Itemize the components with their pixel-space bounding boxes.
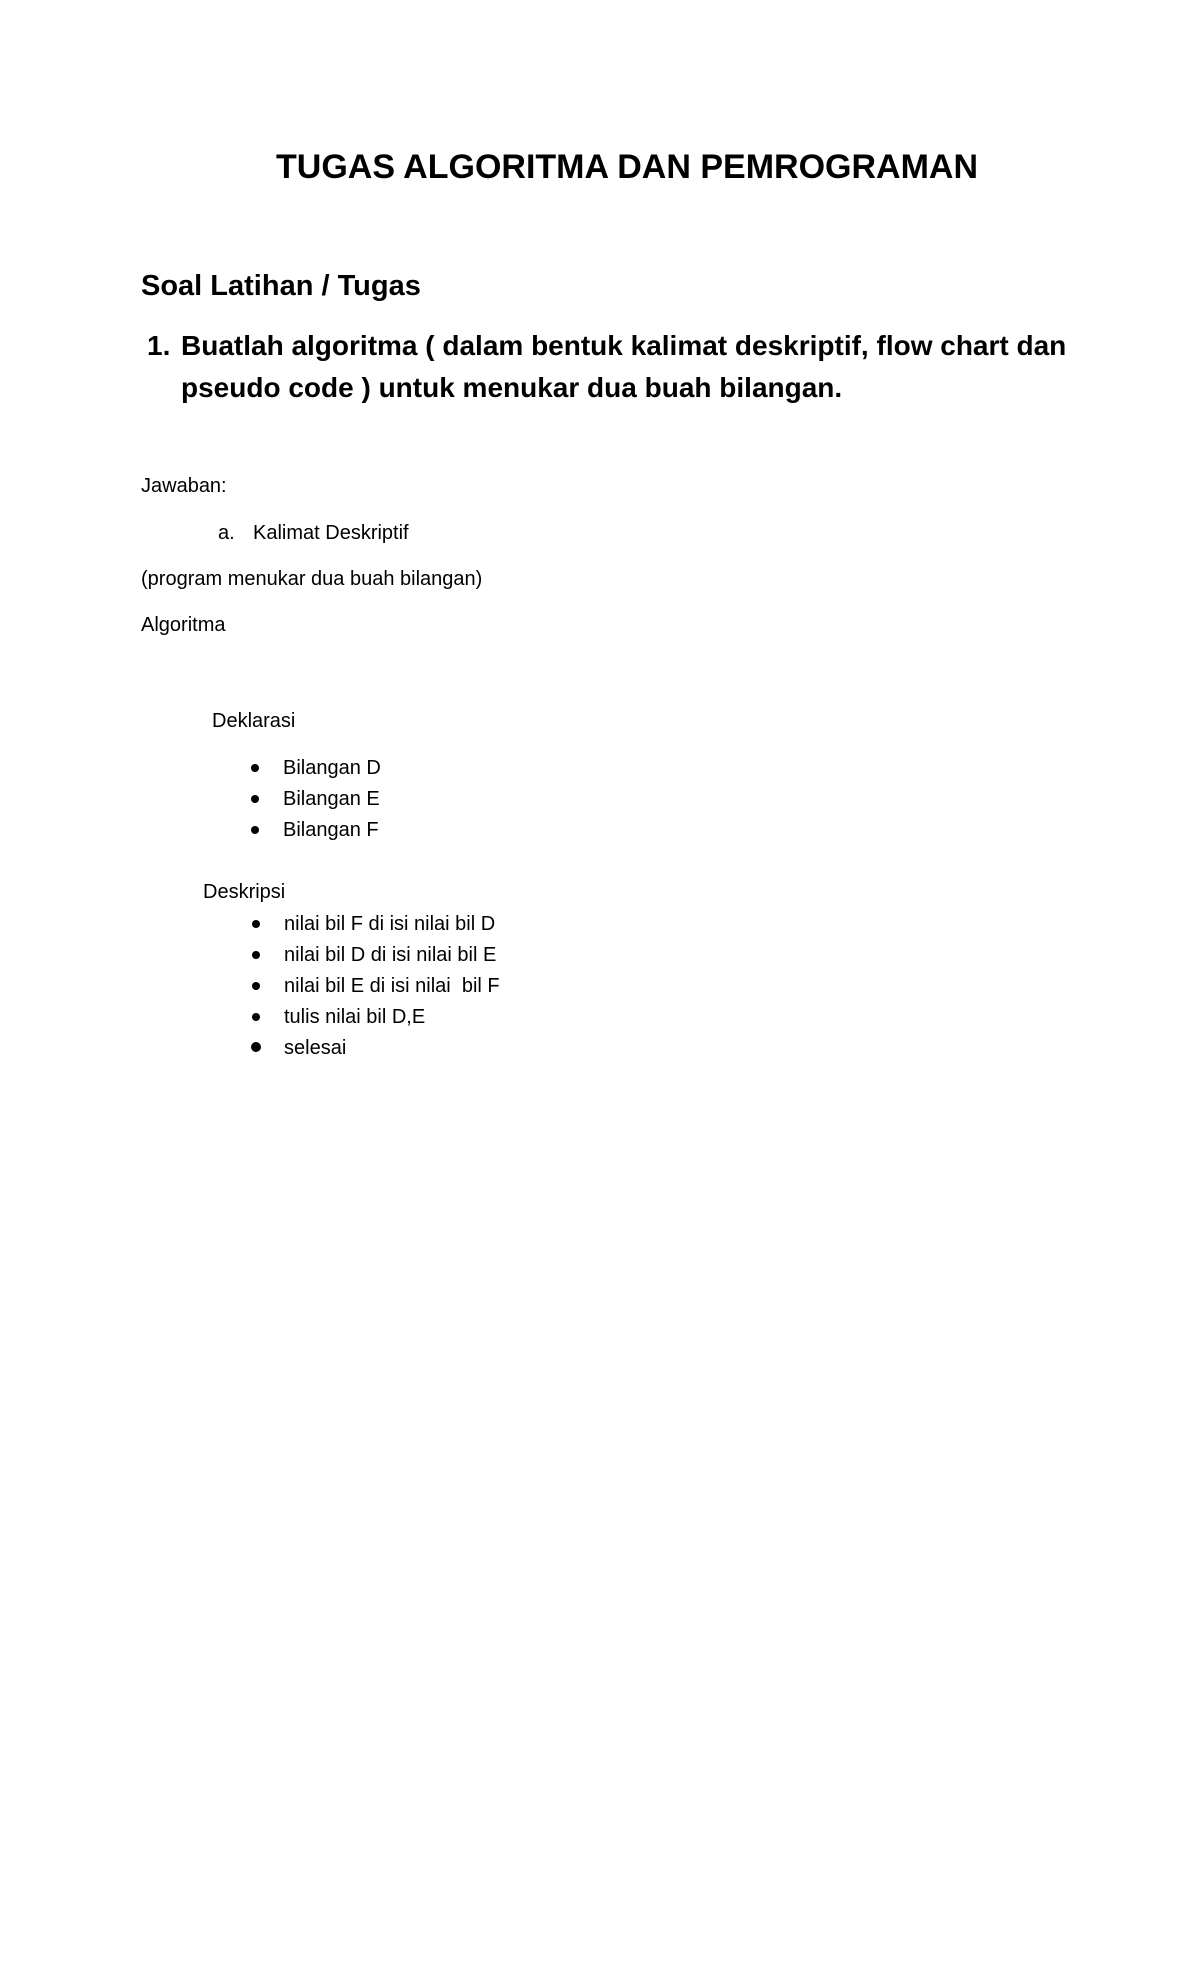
- question-text: Buatlah algoritma ( dalam bentuk kalimat deskriptif, flow chart dan pseudo code ) untuk menukar dua buah bilangan.: [181, 330, 1067, 403]
- list-item: [251, 787, 381, 818]
- list-item-text: Bilangan D: [283, 757, 381, 779]
- bullet-icon: [251, 826, 259, 834]
- question-item: [141, 325, 1081, 409]
- list-item-text: nilai bil D di isi nilai bil E: [284, 944, 497, 966]
- declaration-list: [251, 756, 381, 849]
- list-item: [252, 912, 500, 943]
- bullet-icon: [251, 795, 259, 803]
- declaration-label: Deklarasi: [212, 710, 296, 732]
- description-label: Deskripsi: [203, 881, 286, 903]
- sub-item: [218, 521, 409, 545]
- list-item: [252, 1005, 500, 1036]
- bullet-icon: [252, 920, 260, 928]
- list-item-text: selesai: [284, 1037, 347, 1059]
- list-item-text: nilai bil E di isi nilai bil F: [284, 975, 500, 997]
- bullet-icon: [251, 1042, 261, 1052]
- sub-item-label: Kalimat Deskriptif: [253, 522, 409, 544]
- program-note: (program menukar dua buah bilangan): [141, 568, 483, 590]
- list-item: [251, 818, 381, 849]
- list-item-text: nilai bil F di isi nilai bil D: [284, 913, 496, 935]
- answer-label: Jawaban:: [141, 475, 227, 497]
- bullet-icon: [252, 982, 260, 990]
- list-item: [252, 1036, 500, 1067]
- algorithm-label: Algoritma: [141, 614, 226, 636]
- section-heading: Soal Latihan / Tugas: [141, 270, 421, 302]
- list-item: [251, 756, 381, 787]
- list-item: [252, 974, 500, 1005]
- description-list: [252, 912, 500, 1067]
- list-item-text: Bilangan E: [283, 788, 380, 810]
- bullet-icon: [252, 1013, 260, 1021]
- question-number: 1.: [147, 330, 171, 361]
- list-item-text: tulis nilai bil D,E: [284, 1006, 426, 1028]
- bullet-icon: [251, 764, 259, 772]
- list-item: [252, 943, 500, 974]
- sub-item-marker: a.: [218, 522, 235, 544]
- list-item-text: Bilangan F: [283, 819, 379, 841]
- document-title: TUGAS ALGORITMA DAN PEMROGRAMAN: [276, 148, 978, 186]
- bullet-icon: [252, 951, 260, 959]
